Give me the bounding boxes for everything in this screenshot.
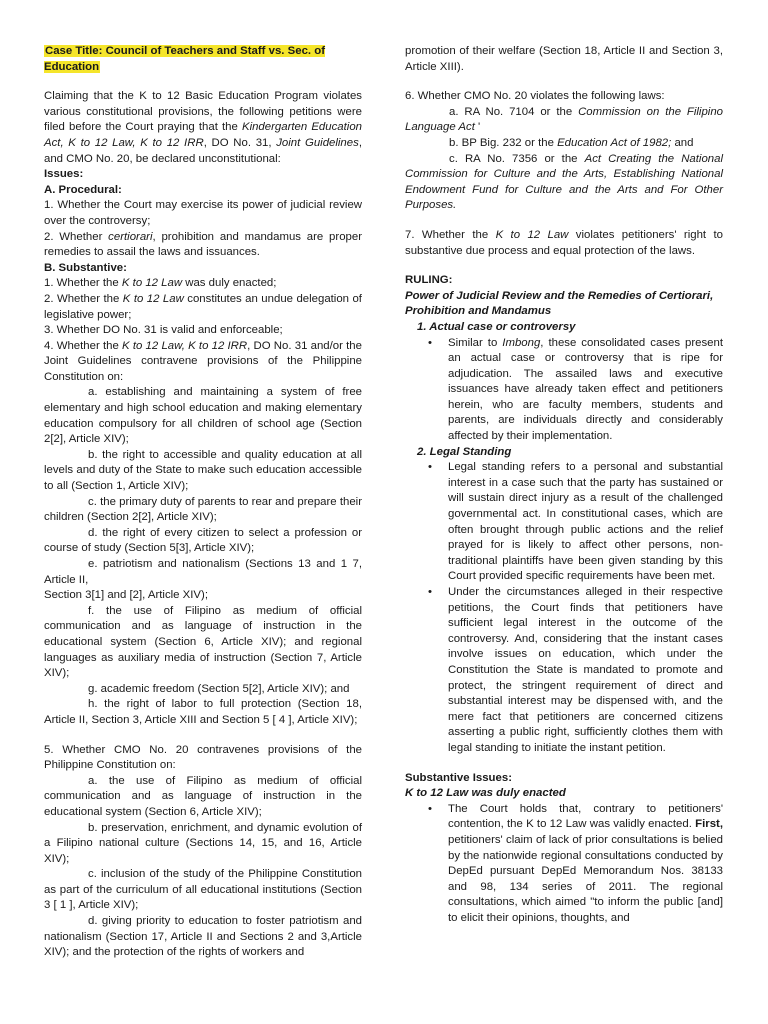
issue-4-item-g: g. academic freedom (Section 5[2], Article XIV); and <box>88 682 350 695</box>
issue-4-item-d: d. the right of every citizen to select a profession or course of study (Section 5[3], Article XIV); <box>44 526 362 555</box>
k12-enacted-subheading: K to 12 Law was duly enacted <box>405 787 566 800</box>
procedural-heading: A. Procedural: <box>44 183 122 196</box>
issue-4-item-h: h. the right of labor to full protection (Section 18, Article II, Section 3, Article XIII and Section 5 [ 4 ], Article XIV); <box>44 698 362 726</box>
left-column <box>44 44 362 961</box>
issue-4-item-e-continued: Section 3[1] and [2], Article XIV); <box>44 589 208 602</box>
issue-5-item-d: d. giving priority to education to foster patriotism and nationalism (Section 17, Article II and Sections 2 and 3,Article XIV); and the protection of the rights of workers and <box>44 915 362 959</box>
substantive-issue-7: 7. Whether the K to 12 Law violates petitioners' right to substantive due process and equal protection of the laws. <box>405 228 723 257</box>
ruling-2-bullet-2: • Under the circumstances alleged in their respective petitions, the Court finds that petitioners have sufficient legal interest in the outcome of the controversy. And, considering that the instant cases involve issues on education, which under the Constitution the State is mandated to promote and protect, the stringent requirement of direct and substantial interest may be dispensed with, and the mere fact that petitioners are concerned citizens asserting a public right, sufficiently clothes them with legal standing to initiate the instant petition. <box>405 585 723 757</box>
issue-4-item-c: c. the primary duty of parents to rear and prepare their children (Section 2[2], Article XIV); <box>44 495 362 524</box>
substantive-issue-2: 2. Whether the K to 12 Law constitutes an undue delegation of legislative power; <box>44 292 362 321</box>
issue-5-item-b: b. preservation, enrichment, and dynamic evolution of a Filipino national culture (Sections 14, 15, and 16, Article XIV); <box>44 821 362 865</box>
substantive-issue-6: 6. Whether CMO No. 20 violates the following laws: <box>405 90 665 103</box>
issue-4-item-a: a. establishing and maintaining a system of free elementary and high school education and making elementary education compulsory for all children of school age (Section 2[2], Article XIV); <box>44 386 362 446</box>
case-title: Case Title: Council of Teachers and Staff vs. Sec. of Education <box>44 45 325 73</box>
ruling-point-2: 2. Legal Standing <box>417 445 512 458</box>
ruling-subheading: Power of Judicial Review and the Remedies of Certiorari, Prohibition and Mandamus <box>405 289 714 318</box>
ruling-heading: RULING: <box>405 274 453 287</box>
issue-4-item-b: b. the right to accessible and quality education at all levels and duty of the State to make such education accessible to all (Section 1, Article XIV); <box>44 448 362 493</box>
procedural-issue-1: 1. Whether the Court may exercise its power of judicial review over the controversy; <box>44 199 362 227</box>
issue-4-item-f: f. the use of Filipino as medium of official communication and as language of instruction in the educational system (Section 6, Article XIV); and regional languages as auxiliary media of instruction (Section 7, Article XIV); <box>44 604 362 680</box>
k12-enacted-bullet-1: • The Court holds that, contrary to petitioners' contention, the K to 12 Law was validly enacted. First, petitioners' claim of lack of prior consultations is belied by the nationwide regional consultations conducted by DepEd pursuant DepEd Memorandum Nos. 38133 and 98, 134 series of 2011. The regional consultations, which aimed "to inform the public [and] to elicit their opinions, thoughts, and <box>405 802 723 927</box>
issue-6-item-b: b. BP Big. 232 or the Education Act of 1982; and <box>449 136 694 149</box>
substantive-issues-heading: Substantive Issues: <box>405 771 512 784</box>
right-column <box>405 44 723 926</box>
issue-5-continued: promotion of their welfare (Section 18, Article II and Section 3, Article XIII). <box>405 45 723 73</box>
ruling-1-bullet-1: • Similar to Imbong, these consolidated cases present an actual case or controversy that is ripe for adjudication. The assailed laws and executive issuances have already taken effect and petitioners herein, who are faculty members, students and parents, are individuals directly and considerably affected by their implementation. <box>405 336 723 445</box>
substantive-issue-1: 1. Whether the K to 12 Law was duly enacted; <box>44 277 277 290</box>
issue-5-item-a: a. the use of Filipino as medium of official communication and as language of instruction in the educational system (Section 6, Article XIV); <box>44 774 362 818</box>
case-title-block <box>44 44 362 75</box>
issue-6-item-c: c. RA No. 7356 or the Act Creating the National Commission for Culture and the Arts, Establishing National Endowment Fund for Culture and the Arts and For Other Purposes. <box>405 152 723 212</box>
substantive-issue-3: 3. Whether DO No. 31 is valid and enforceable; <box>44 324 283 337</box>
intro-paragraph: Claiming that the K to 12 Basic Education Program violates various constitutional provisions, the following petitions were filed before the Court praying that the Kindergarten Education Act, K to 12 Law, K to 12 IRR, DO No. 31, Joint Guidelines, and CMO No. 20, be declared unconstitutional: <box>44 90 362 165</box>
ruling-point-1: 1. Actual case or controversy <box>417 320 576 333</box>
substantive-issue-4: 4. Whether the K to 12 Law, K to 12 IRR, DO No. 31 and/or the Joint Guidelines contravene provisions of the Philippine Constitution on: <box>44 339 362 383</box>
procedural-issue-2: 2. Whether certiorari, prohibition and mandamus are proper remedies to assail the laws and issuances. <box>44 230 362 259</box>
substantive-heading: B. Substantive: <box>44 261 127 274</box>
ruling-2-bullet-1: • Legal standing refers to a personal and substantial interest in a case such that the party has sustained or will sustain direct injury as a result of the challenged governmental act. In constitutional cases, which are often brought through public actions and the relief prayed for is likely to affect other persons, non-traditional plaintiffs have been given standing by this Court provided specific requirements have been met. <box>405 460 723 585</box>
issue-6-item-a: a. RA No. 7104 or the Commission on the Filipino Language Act ' <box>405 105 723 134</box>
issue-5-item-c: c. inclusion of the study of the Philippine Constitution as part of the curriculum of all educational institutions (Section 3 [ 1 ], Article XIV); <box>44 868 362 912</box>
substantive-issue-5: 5. Whether CMO No. 20 contravenes provisions of the Philippine Constitution on: <box>44 743 362 772</box>
issues-heading: Issues: <box>44 168 84 181</box>
issue-4-item-e: e. patriotism and nationalism (Sections 13 and 1 7, Article II, <box>44 558 362 586</box>
